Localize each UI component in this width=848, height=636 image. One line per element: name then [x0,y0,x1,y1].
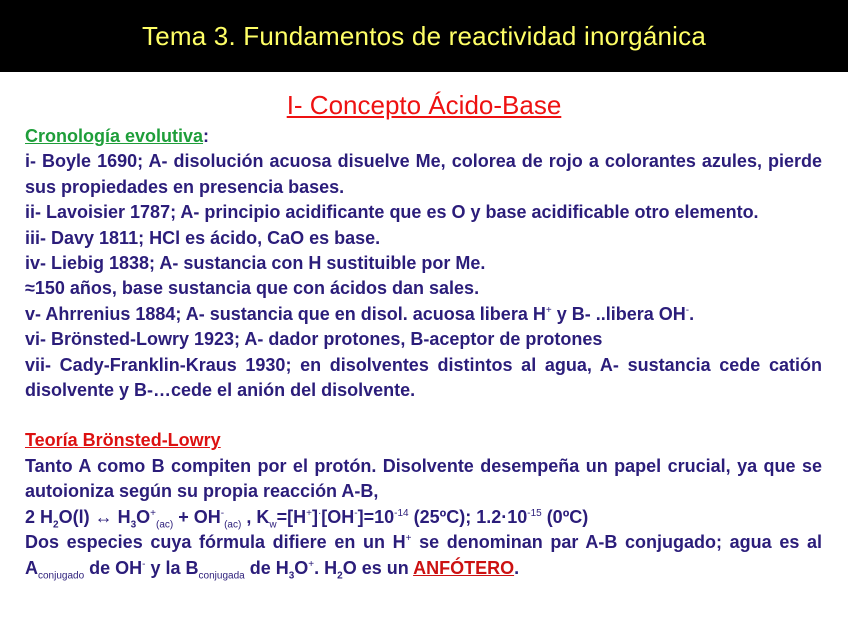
para2-part: . [514,557,520,578]
para2-sup: - [142,558,146,570]
para2-sub: conjugada [198,570,245,582]
arrhenius-sup-2: - [685,304,690,316]
slide-body [25,124,822,581]
eq-sup: - [220,507,225,519]
eq-part: , K [241,506,270,527]
bronsted-heading: Teoría Brönsted-Lowry [25,430,221,451]
item-arrhenius [25,302,822,327]
para2-sub: 3 [288,570,295,582]
para2-part: . H [314,557,338,578]
eq-part: O [136,506,151,527]
eq-part: O(l) ↔ H [58,506,131,527]
arrhenius-text-2: y B- ..libera OH [551,303,686,324]
para2-part: de OH [84,557,143,578]
eq-part: (0ºC) [541,506,589,527]
para2-part: O [294,557,309,578]
arrhenius-text-1: v- Ahrrenius 1884; A- sustancia que en disol. acuosa libera H [25,303,546,324]
arrhenius-sup-1: + [545,304,552,316]
para2-sup: + [308,558,315,570]
cronologia-heading-line [25,124,822,149]
item-lavoisier: ii- Lavoisier 1787; A- principio acidificante que es O y base acidificable otro elemento. [25,202,759,223]
eq-sup: · [317,507,322,519]
para2-sub: 2 [337,570,343,582]
spacer [25,403,822,428]
eq-sub: (ac) [156,519,174,531]
para2-part: O es un [342,557,414,578]
item-cady: vii- Cady-Franklin-Kraus 1930; en disolventes distintos al agua, A- sustancia cede catión disolvente y B-…cede el anión del disolvente. [25,354,822,401]
para2-part: se denominan par A-B conjugado; agua es al A [25,532,823,578]
item-boyle: i- Boyle 1690; A- disolución acuosa disuelve Me, colorea de rojo a colorantes azules, pierde sus propiedades en presencia bases. [25,151,822,197]
eq-part: ]=10 [357,506,395,527]
eq-sup: - [354,507,358,519]
eq-part: 2 H [25,506,54,527]
item-davy: iii- Davy 1811; HCl es ácido, CaO es base. [25,227,381,248]
arrhenius-text-3: . [689,303,695,324]
autoionization-equation [25,505,822,530]
eq-sup: + [306,507,312,519]
item-bronsted: vi- Brönsted-Lowry 1923; A- dador protones, B-aceptor de protones [25,329,603,350]
slide-header [0,0,848,72]
eq-sub: w [269,519,277,531]
para2-part: Dos especies cuya fórmula difiere en un H [25,532,406,553]
para2-part: de H [244,557,289,578]
eq-part: ] [311,506,318,527]
para2-sub: conjugado [38,570,85,582]
bronsted-paragraph-1: Tanto A como B compiten por el protón. Disolvente desempeña un papel crucial, ya que se autoioniza según su propia reacción A-B, [25,455,822,502]
bronsted-heading-line [25,428,822,453]
eq-sub: (ac) [224,519,242,531]
bronsted-paragraph-2 [25,530,822,581]
eq-sup: -14 [394,507,409,519]
eq-sub: 2 [53,519,59,531]
item-liebig: iv- Liebig 1838; A- sustancia con H sustituible por Me. [25,253,486,274]
eq-part: [OH [321,506,355,527]
eq-part: =[H [276,506,307,527]
slide-title: Tema 3. Fundamentos de reactividad inorgánica [142,20,706,51]
heading-colon: : [203,126,210,146]
eq-part: (25ºC); 1.2·10 [408,506,528,527]
eq-sup: -15 [527,507,542,519]
para2-part: y la B [145,557,199,578]
item-150-anos: ≈150 años, base sustancia que con ácidos dan sales. [25,278,480,299]
para2-sup: + [405,533,412,545]
eq-part: + OH [173,506,221,527]
anfotero-term: ANFÓTERO [413,557,515,578]
section-title: I- Concepto Ácido-Base [286,90,562,120]
eq-sup: + [150,507,156,519]
eq-sub: 3 [130,519,137,531]
cronologia-heading: Cronología evolutiva [25,126,204,146]
